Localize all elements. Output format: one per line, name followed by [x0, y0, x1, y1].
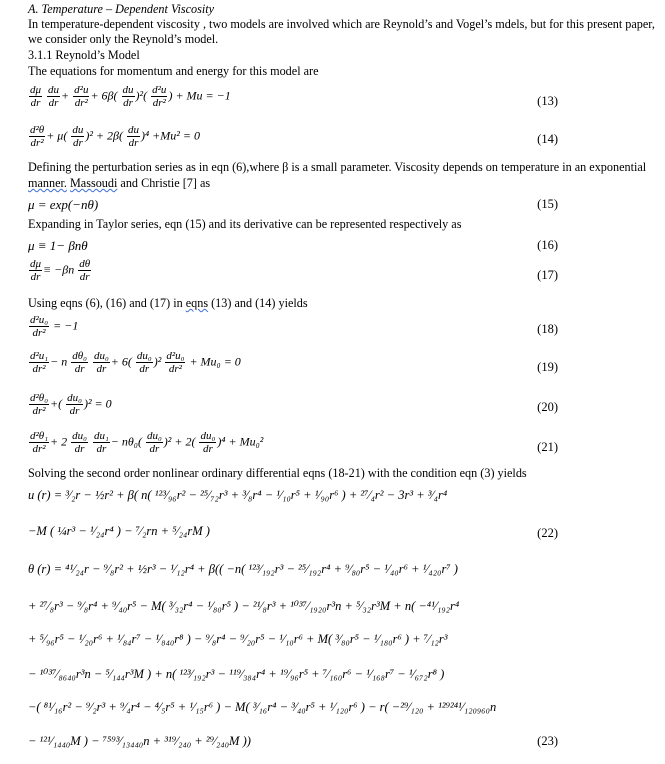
equation-16: μ ≡ 1− βnθ: [28, 238, 88, 253]
intro-line-2: we consider only the Reynold’s model.: [28, 32, 219, 46]
equation-17: $\frac{d\mu}{dr}$ ≡ −βn $\frac{d\theta}{dr}$: [30, 258, 91, 283]
equation-22-line-1: u (r) = ³⁄₂r − ½r² + β( n( ¹²³⁄₉₆r² − ²⁵⁄₇₂r³ + ³⁄₈r⁴ − ¹⁄₁₀r⁵ + ¹⁄₉₀r⁶ ) + ²⁷⁄₄r² − 3r³ + ³⁄₄r⁴: [28, 488, 448, 502]
equation-20: $\frac{\text{d²θ₀}}{\text{dr²}}$ +( $\frac{\text{du₀}}{dr}$ )² = 0: [30, 392, 112, 417]
equation-number-20: (20): [537, 400, 558, 414]
spell-underline-eqns: eqns: [185, 296, 209, 310]
equation-23-line-1: θ (r) = ⁴¹⁄₂₄r − ⁹⁄₈r² + ½r³ − ¹⁄₁₂r⁴ + β(( −n( ¹²³⁄₁₉₂r³ − ²⁵⁄₁₉₂r⁴ + ⁹⁄₈₀r⁵ − ¹⁄₄₀r⁶ + ¹⁄₄₂₀r⁷ ): [28, 562, 458, 576]
equation-number-21: (21): [537, 440, 558, 454]
equation-number-16: (16): [537, 238, 558, 252]
equation-23-line-6: − ¹²¹⁄₁₄₄₀M ) − ⁷⁵⁹³⁄₁₃₄₄₀n + ³¹⁹⁄₂₄₀ + ²⁹⁄₂₄₀M )): [28, 734, 251, 748]
equation-number-18: (18): [537, 322, 558, 336]
perturbation-line-1: Defining the perturbation series as in eqn (6),where β is a small parameter. Viscosity depends on temperature in an exponential: [28, 160, 647, 174]
using-paragraph: Using eqns (6), (16) and (17) in eqns (13) and (14) yields: [28, 296, 308, 310]
subheading: 3.1.1 Reynold’s Model: [28, 48, 140, 62]
equation-number-15: (15): [537, 197, 558, 211]
equation-number-23: (23): [537, 734, 558, 748]
spell-underline-massoudi: Massoudi: [69, 176, 118, 190]
equation-14: $\frac{\text{d²θ}}{\text{dr²}}$ + μ( $\frac{du}{dr}$ )² + 2β( $\frac{du}{dr}$ )⁴ +Mu² = 0: [30, 124, 200, 149]
equation-22-line-2: −M ( ¼r³ − ¹⁄₂₄r⁴ ) − ⁷⁄₂rn + ⁵⁄₂₄rM ): [28, 524, 210, 538]
equation-13: $\frac{d\mu}{dr}$ $\frac{du}{dr}$ + $\frac{\text{d²u}}{\text{dr²}}$ + 6β( $\frac{du}{dr}$ )²( $\frac{\text{d²u}}{\text{dr²}}$ ) + Mu = −1: [30, 84, 231, 109]
equation-number-13: (13): [537, 94, 558, 108]
equation-number-22: (22): [537, 526, 558, 540]
equation-number-14: (14): [537, 132, 558, 146]
equation-21: $\frac{\text{d²θ₁}}{\text{dr²}}$ + 2 $\frac{\text{du₀}}{dr}$ $\frac{\text{du₁}}{dr}$ − nθ₀( $\frac{\text{du₀}}{dr}$ )² + 2( $\frac{\text{du₀}}{dr}$ )⁴ + Mu₀²: [30, 430, 264, 455]
intro-line-1: In temperature-dependent viscosity , two models are involved which are Reynold’s and Vogel’s mdels, but for this present paper,: [28, 17, 655, 31]
equation-19: $\frac{\text{d²u₁}}{\text{dr²}}$ − n $\frac{\text{dθ₀}}{dr}$ $\frac{\text{du₀}}{dr}$ + 6( $\frac{\text{du₀}}{dr}$ )² $\frac{\text{d²u₀}}{\text{dr²}}$ + Mu₀ = 0: [30, 350, 241, 375]
equation-23-line-5: −( ⁸¹⁄₁₆r² − ⁹⁄₂r³ + ⁹⁄₄r⁴ − ⁴⁄₅r⁵ + ¹⁄₁₅r⁶ ) − M( ³⁄₁₆r⁴ − ³⁄₄₀r⁵ + ¹⁄₁₂₀r⁶ ) − r( −²⁹⁄₁₂₀ + ¹²⁹²⁴¹⁄₁₂₀₉₆₀n: [28, 700, 497, 714]
equation-15: μ = exp(−nθ): [28, 197, 99, 212]
equations-intro: The equations for momentum and energy for this model are: [28, 64, 319, 78]
taylor-paragraph: Expanding in Taylor series, eqn (15) and its derivative can be represented respectively as: [28, 217, 462, 231]
solving-paragraph: Solving the second order nonlinear ordinary differential eqns (18-21) with the condition eqn (3) yields: [28, 466, 527, 480]
equation-23-line-4: − ¹⁰³⁷⁄₈₆₄₀r³n − ⁵⁄₁₄₄r³M ) + n( ¹²³⁄₁₉₂r³ − ¹¹⁹⁄₃₈₄r⁴ + ¹⁹⁄₉₆r⁵ + ⁷⁄₁₆₀r⁶ − ¹⁄₁₆₈r⁷ − ¹⁄₆₇₂r⁸ ): [28, 667, 445, 681]
section-heading: A. Temperature – Dependent Viscosity: [28, 2, 215, 16]
equation-number-17: (17): [537, 268, 558, 282]
spell-underline-manner: manner.: [28, 176, 67, 190]
equation-18: $\frac{\text{d²u₀}}{\text{dr²}}$ = −1: [30, 314, 79, 339]
perturbation-line-2: manner. Massoudi and Christie [7] as: [28, 176, 211, 190]
equation-23-line-2: + ²⁷⁄₈r³ − ⁹⁄₈r⁴ + ⁹⁄₄₀r⁵ − M( ³⁄₃₂r⁴ − ¹⁄₈₀r⁵ ) − ²¹⁄₈r³ + ¹⁰³⁷⁄₁₉₂₀r³n + ⁵⁄₃₂r³M + n( −⁴¹⁄₁₉₂r⁴: [28, 599, 460, 613]
equation-number-19: (19): [537, 360, 558, 374]
equation-23-line-3: + ⁵⁄₉₆r⁵ − ¹⁄₂₀r⁶ + ¹⁄₈₄r⁷ − ¹⁄₈₄₀r⁸ ) − ⁹⁄₈r⁴ − ⁹⁄₂₀r⁵ − ¹⁄₁₀r⁶ + M( ³⁄₈₀r⁵ − ¹⁄₁₈₀r⁶ ) + ⁷⁄₁₂r³: [28, 632, 448, 646]
